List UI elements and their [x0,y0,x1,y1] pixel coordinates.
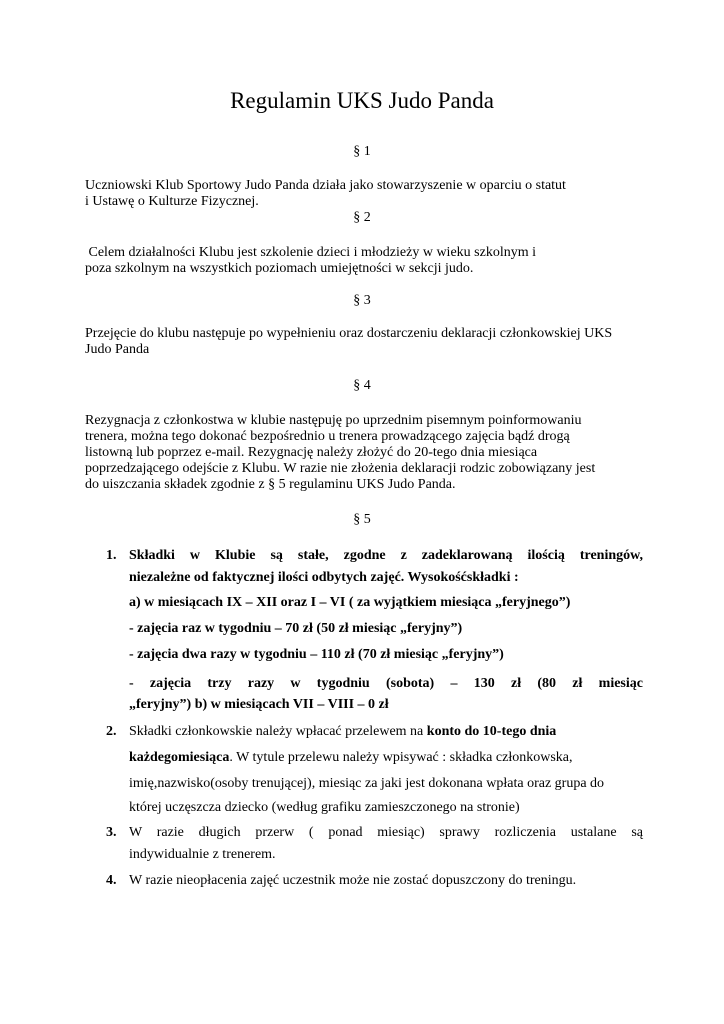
text-fragment: Składki członkowskie należy wpłacać przelewem na [129,724,427,739]
text-line: Uczniowski Klub Sportowy Judo Panda działa jako stowarzyszenie w oparciu o statut [85,178,566,193]
list-item-3 [106,825,646,865]
bold-fragment: konto do 10-tego dnia [426,724,557,739]
section-2-text [85,245,645,277]
text-line [129,724,643,750]
section-4-heading: § 4 [353,378,371,393]
bold-fragment: każdegomiesiąca [129,750,230,765]
list-item-4 [106,873,646,893]
text-line: Rezygnacja z członkostwa w klubie następuję po uprzednim pisemnym poinformowaniu [85,413,582,428]
text-line: „feryjny”) b) w miesiącach VII – VIII – 0 zł [129,697,389,712]
text-line [129,750,643,776]
text-line: W razie nieopłacenia zajęć uczestnik może nie zostać dopuszczony do treningu. [129,873,577,888]
text-line: indywidualnie z trenerem. [129,847,276,862]
list-number: 1. [106,548,117,563]
section-1-text [85,178,645,210]
text-line: i Ustawę o Kulturze Fizycznej. [85,194,259,209]
text-line: - zajęcia dwa razy w tygodniu – 110 zł (70 zł miesiąc „feryjny”) [129,647,504,662]
text-line: Przejęcie do klubu następuje po wypełnieniu oraz dostarczeniu deklaracji członkowskiej UKS [85,326,613,341]
text-line: listowną lub poprzez e-mail. Rezygnację należy złożyć do 20-tego dnia miesiąca [85,445,538,460]
text-line: Składki w Klubie są stałe, zgodne z zadeklarowaną ilością treningów, [129,548,643,563]
section-3-heading: § 3 [353,293,371,308]
list-item-text [129,873,643,889]
list-item-1 [106,548,646,718]
text-line: niezależne od faktycznej ilości odbytych zajęć. Wysokośćskładki : [129,570,519,585]
text-line: do uiszczania składek zgodnie z § 5 regulaminu UKS Judo Panda. [85,477,456,492]
list-number: 3. [106,825,117,840]
list-number: 2. [106,724,117,739]
text-fragment: . W tytule przelewu należy wpisywać : składka członkowska, [229,750,573,765]
text-line: a) w miesiącach IX – XII oraz I – VI ( za wyjątkiem miesiąca „feryjnego”) [129,595,571,610]
list-item-text [129,724,643,816]
section-1-heading: § 1 [353,144,371,159]
text-line: - zajęcia raz w tygodniu – 70 zł (50 zł miesiąc „feryjny”) [129,621,463,636]
list-item-2 [106,724,646,816]
text-line: której uczęszcza dziecko (według grafiku zamieszczonego na stronie) [129,800,520,815]
document-title: Regulamin UKS Judo Panda [230,88,494,113]
text-line: - zajęcia trzy razy w tygodniu (sobota) – 130 zł (80 zł miesiąc [129,676,643,691]
text-line: Celem działalności Klubu jest szkolenie dzieci i młodzieży w wieku szkolnym i [85,245,536,260]
section-2-heading: § 2 [353,210,371,225]
list-number: 4. [106,873,117,888]
text-line: W razie długich przerw ( ponad miesiąc) sprawy rozliczenia ustalane są [129,825,643,840]
list-item-text [129,825,643,863]
section-5-heading: § 5 [353,512,371,527]
list-item-text [129,548,643,713]
text-line: poprzedzającego odejście z Klubu. W razie nie złożenia deklaracji rodzic zobowiązany jest [85,461,596,476]
section-4-text [85,413,645,493]
text-line: poza szkolnym na wszystkich poziomach umiejętności w sekcji judo. [85,261,474,276]
text-line: imię,nazwisko(osoby trenującej), miesiąc za jaki jest dokonana wpłata oraz grupa do [129,776,605,791]
text-line: Judo Panda [85,342,150,357]
section-3-text [85,326,645,358]
text-line: trenera, można tego dokonać bezpośrednio u trenera prowadzącego zajęcia bądź drogą [85,429,570,444]
